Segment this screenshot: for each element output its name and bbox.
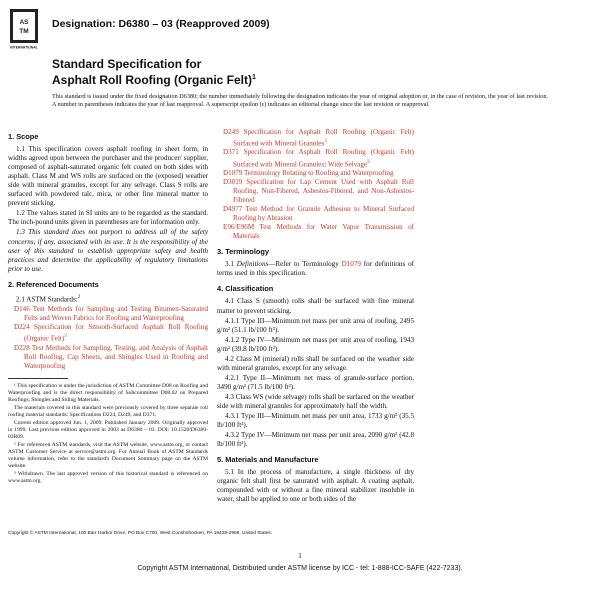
reference-item: E96/E96M Test Methods for Water Vapor Transmission of Materials [223, 223, 414, 241]
reference-link-d146[interactable]: D146 [14, 305, 30, 314]
section-heading-materials: 5. Materials and Manufacture [217, 455, 319, 465]
document-header [8, 8, 592, 48]
footnote-1: ¹ This specification is under the jurisdiction of ASTM Committee D08 on Roofing and Waterproofing and is the direct responsibility of Subcommittee D08.02 on Prepared Roofings, Shingles and Siding Materials. [8, 383, 208, 403]
reference-item: D4977 Test Method for Granule Adhesion to Mineral Surfaced Roofing by Abrasion [223, 205, 414, 223]
paragraph-5-1: 5.1 In the process of manufacture, a single thickness of dry organic felt shall first be saturated with asphalt. A coating asphalt, compounded with or without a fine mineral stabilizer insoluble in water, shall be applied to one or both sides of the [217, 468, 414, 504]
page-number: 1 [298, 552, 302, 560]
reference-link-d4977[interactable]: D4977 [223, 205, 243, 214]
paragraph-4-3: 4.3 Class WS (wide selvage) rolls shall be surfaced on the weather side with mineral granules for approximately half the width. [217, 392, 414, 410]
reference-link-d1079-inline[interactable]: D1079 [341, 260, 361, 269]
paragraph-4-2: 4.2 Class M (mineral) rolls shall be surfaced on the weather side with mineral granules, except for any selvage. [217, 354, 414, 372]
reference-link-d371[interactable]: D371 [223, 148, 239, 157]
footnote-1b: The materials covered in this standard were previously covered by three separate roll roofing material standards: Specifications D224, D249, and D371. [8, 405, 208, 418]
paragraph-4-1-1: 4.1.1 Type III—Minimum net mass per unit area of roofing, 2495 g/m² (51.1 lb/100 ft²). [217, 316, 414, 334]
reference-link-d224[interactable]: D224 [14, 323, 30, 332]
paragraph-4-3-1: 4.3.1 Type III—Minimum net mass per unit area, 1733 g/m² (35.5 lb/100 ft²). [217, 412, 414, 430]
paragraph-1-3: 1.3 This standard does not purport to address all of the safety concerns, if any, associated with its use. It is the responsibility of the user of this standard to establish appropriate safety and health practices and determine the applicability of regulatory limitations prior to use. [8, 228, 208, 273]
footnote-divider [8, 378, 68, 379]
paragraph-1-1: 1.1 This specification covers asphalt roofing in sheet form, in widths agreed upon between the purchaser and the producer/ supplier, composed of asphalt-saturated organic felt coated on both sides with asphalt. Class M and WS rolls are surfaced on the (exposed) weather side with mineral granules, except for any selvage. Class S rolls are surfaced with powdered talc, mica, or other fine mineral matter to prevent sticking. [8, 145, 208, 208]
designation-notice: This standard is issued under the fixed designation D6380; the number immediately following the designation indicates the year of original adoption or, in the case of revision, the year of last revision. A number in parentheses indicates the year of last reapproval. A superscript epsilon (ε) indicates an editorial change since the last revision or reapproval. [52, 93, 548, 108]
reference-link-d1079[interactable]: D1079 [223, 168, 243, 177]
designation: Designation: D6380 – 03 (Reapproved 2009) [52, 18, 270, 30]
reference-link-e96[interactable]: E96/E96M [223, 223, 255, 232]
section-heading-classification: 4. Classification [217, 284, 274, 294]
reference-link-d228[interactable]: D228 [14, 343, 30, 352]
title-line-2: Asphalt Roll Roofing (Organic Felt)$^1$ [52, 73, 256, 87]
paragraph-1-2: 1.2 The values stated in SI units are to be regarded as the standard. The inch-pound units given in parentheses are for information only. [8, 209, 208, 227]
section-heading-referenced-documents: 2. Referenced Documents [8, 279, 99, 289]
title-footnote-mark: 1 [252, 74, 256, 81]
paragraph-3-1: 3.1 Definitions—Refer to Terminology D1079 for definitions of terms used in this specification. [217, 260, 415, 278]
license-notice: Copyright ASTM International, Distributed under ASTM license by ICC - tel: 1-888-ICC-SAFE (422-7233). [137, 565, 463, 572]
section-heading-scope: 1. Scope [8, 132, 39, 141]
reference-item: D1079 Terminology Relating to Roofing and Waterproofing [223, 168, 394, 177]
reference-item: D228 Test Methods for Sampling, Testing, and Analysis of Asphalt Roll Roofing, Cap Sheets, and Shingles Used in Roofing and Waterproofing [14, 343, 208, 370]
reference-item: D146 Test Methods for Sampling and Testing Bitumen-Saturated Felts and Woven Fabrics for Roofing and Waterproofing [14, 305, 208, 323]
footnote-3: ³ Withdrawn. The last approved version of this historical standard is referenced on www.astm.org. [8, 471, 208, 484]
reference-link-d3019[interactable]: D3019 [223, 177, 243, 186]
reference-link-d249[interactable]: D249 [223, 128, 239, 136]
reference-item: D371 Specification for Asphalt Roll Roofing (Organic Felt) Surfaced with Mineral Granules; Wide Selvage$^3$ [223, 148, 414, 168]
right-column [217, 128, 414, 505]
footnote-1c: Current edition approved Jun. 1, 2009. Published January 2009. Originally approved in 1999. Last previous edition approved in 2003 as D6380 – 03. DOI: 10.1520/D6380-03R09. [8, 420, 208, 440]
reference-item: D224 Specification for Smooth-Surfaced Asphalt Roll Roofing (Organic Felt)$^3$ [14, 323, 208, 343]
svg-text:INTERNATIONAL: INTERNATIONAL [10, 45, 38, 50]
document-title [52, 57, 256, 87]
copyright-notice: Copyright © ASTM International, 100 Barr Harbor Drive, PO Box C700, West Conshohocken, PA 19428-2959, United States. [8, 531, 273, 536]
paragraph-4-1: 4.1 Class S (smooth) rolls shall be surfaced with fine mineral matter to prevent sticking. [217, 297, 414, 315]
paragraph-4-2-1: 4.2.1 Type II—Minimum net mass of granule-surface portion, 3490 g/m² (71.5 lb/100 ft²). [217, 373, 414, 391]
left-column [8, 126, 208, 371]
reference-item: D3019 Specification for Lap Cement Used with Asphalt Roll Roofing, Non-Fibered, Asbestos-Fibered, and Non-Asbestos-Fibered [223, 177, 414, 205]
astm-logo-icon [8, 8, 40, 50]
footnote-2: ² For referenced ASTM standards, visit the ASTM website, www.astm.org, or contact ASTM Customer Service at service@astm.org. For Annual Book of ASTM Standards volume information, refer to the standard's Document Summary page on the ASTM website. [8, 442, 208, 469]
paragraph-4-3-2: 4.3.2 Type IV—Minimum net mass per unit area, 2090 g/m² (42.8 lb/100 ft²). [217, 431, 414, 449]
title-line-1: Standard Specification for [52, 57, 202, 71]
section-heading-terminology: 3. Terminology [217, 247, 270, 257]
svg-text:TM: TM [19, 28, 29, 35]
svg-text:AS: AS [19, 19, 29, 26]
reference-item: D249 Specification for Asphalt Roll Roofing (Organic Felt) Surfaced with Mineral Granules$^3$ [223, 128, 414, 148]
paragraph-4-1-2: 4.1.2 Type IV—Minimum net mass per unit area of roofing, 1943 g/m² (39.8 lb/100 ft²). [217, 335, 414, 353]
paragraph-2-1: 2.1 ASTM Standards:$^2$ [16, 294, 81, 304]
footnotes [8, 383, 208, 486]
